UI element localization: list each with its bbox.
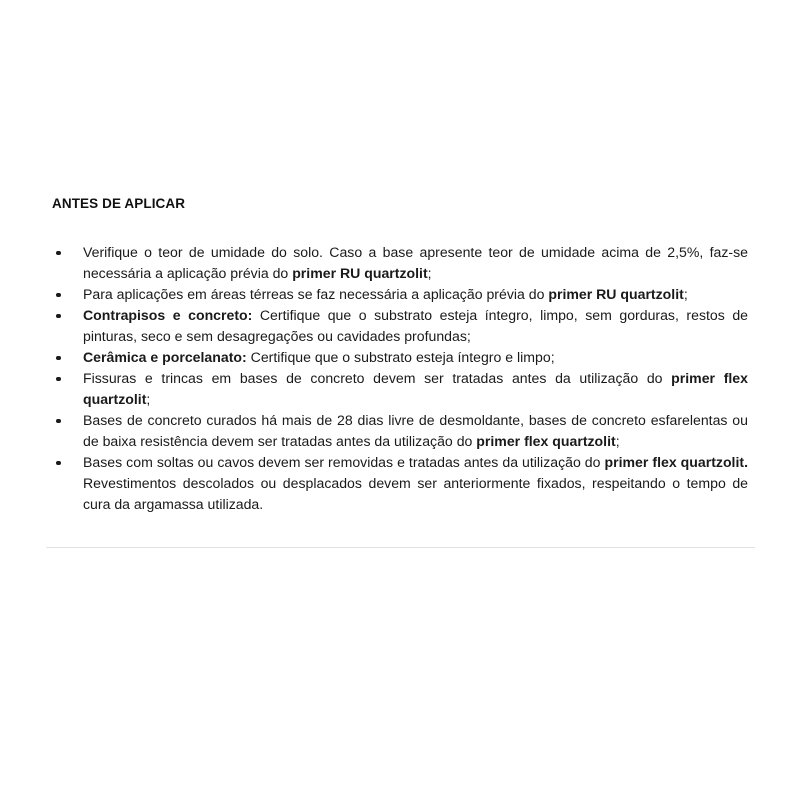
section-divider	[46, 547, 755, 548]
page-title: ANTES DE APLICAR	[52, 196, 186, 211]
list-item	[52, 368, 748, 410]
list-item-text: Bases de concreto curados há mais de 28 dias livre de desmoldante, bases de concreto esfarelentas ou de baixa resistência devem ser tratadas antes da utilização do	[83, 412, 748, 449]
product-name-emphasis: primer flex quartzolit	[476, 433, 616, 449]
list-item-text: Certifique que o substrato esteja íntegro e limpo;	[246, 349, 555, 365]
product-name-emphasis: primer RU quartzolit	[292, 265, 428, 281]
list-item-text: Para aplicações em áreas térreas se faz necessária a aplicação prévia do	[83, 286, 549, 302]
product-name-emphasis: primer RU quartzolit	[548, 286, 684, 302]
list-item-text: ;	[427, 265, 432, 281]
list-item	[52, 452, 748, 515]
list-item-text: Verifique o teor de umidade do solo. Caso a base apresente teor de umidade acima de 2,5%, faz-se necessária a aplicação prévia do	[83, 244, 748, 281]
product-name-emphasis: primer flex quartzolit.	[604, 454, 749, 470]
product-name-emphasis: primer flex quartzolit	[83, 370, 748, 407]
list-item	[52, 347, 748, 368]
list-item-text: ;	[683, 286, 688, 302]
instruction-list	[52, 242, 748, 515]
list-item-text: Revestimentos descolados ou desplacados devem ser anteriormente fixados, respeitando o tempo de cura da argamassa utilizada.	[83, 475, 748, 512]
product-name-emphasis: Contrapisos e concreto:	[83, 307, 253, 323]
list-item-text: Fissuras e trincas em bases de concreto devem ser tratadas antes da utilização do	[83, 370, 672, 386]
content-block	[52, 196, 748, 515]
list-item	[52, 242, 748, 284]
list-item-text: Certifique que o substrato esteja íntegro, limpo, sem gorduras, restos de pinturas, seco e sem desagregações ou cavidades profundas;	[83, 307, 749, 344]
list-item-text: Bases com soltas ou cavos devem ser removidas e tratadas antes da utilização do	[83, 454, 605, 470]
list-item	[52, 284, 748, 305]
product-name-emphasis: Cerâmica e porcelanato:	[83, 349, 247, 365]
list-item	[52, 410, 748, 452]
list-item-text: ;	[615, 433, 620, 449]
list-item	[52, 305, 748, 347]
list-item-text: ;	[146, 391, 151, 407]
